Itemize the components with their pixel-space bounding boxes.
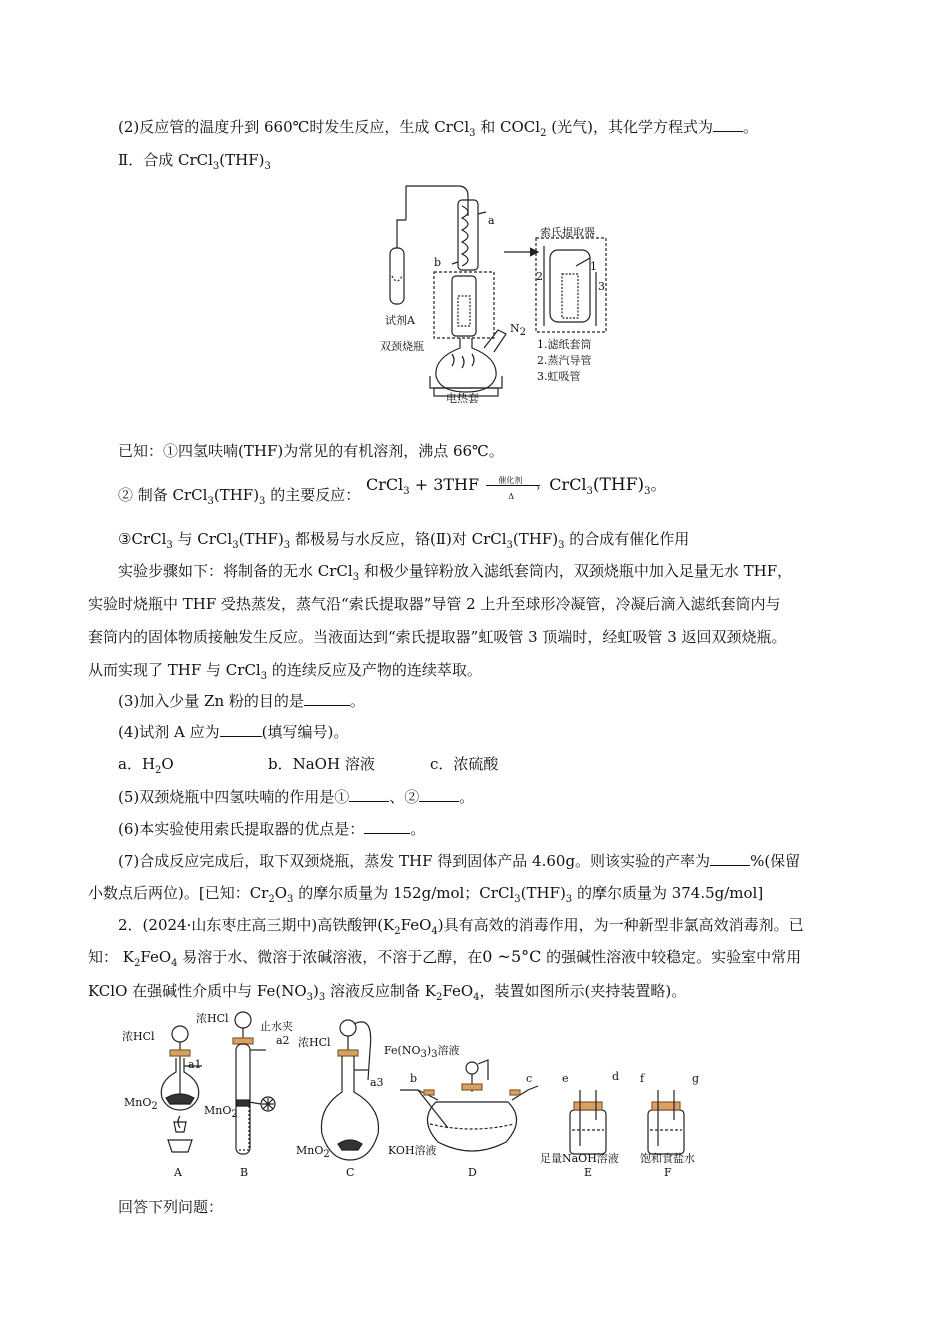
answer-blank[interactable] <box>220 722 262 737</box>
option-b: b．NaOH 溶液 <box>268 755 375 773</box>
label-b: b <box>434 256 442 269</box>
question-2-line: (2)反应管的温度升到 660℃时发生反应，生成 CrCl$_3$ 和 COCl$_2$ (光气)，其化学方程式为 。 <box>118 118 758 139</box>
label-soxhlet-extractor: 索氏提取器 <box>540 226 595 239</box>
known-1: 已知：①四氢呋喃(THF)为常见的有机溶剂，沸点 66℃。 <box>118 442 504 460</box>
funnel-d <box>466 1062 478 1074</box>
fig2-d: d <box>612 1070 620 1083</box>
answer-blank[interactable] <box>304 691 350 706</box>
fig2-hcl-b: 浓HCl <box>196 1012 229 1025</box>
label-n2: $N_2$ <box>510 322 526 339</box>
label-3: 3 <box>598 280 605 293</box>
funnel-c <box>340 1020 356 1036</box>
question-6: (6)本实验使用索氏提取器的优点是： 。 <box>118 820 426 838</box>
fig2-a3: a3 <box>370 1076 384 1089</box>
steps-line-1: 实验步骤如下：将制备的无水 CrCl$_3$ 和极少量锌粉放入滤纸套筒内，双颈烧瓶中加入足量无水 THF， <box>118 562 793 583</box>
fig2-koh: KOH溶液 <box>388 1144 437 1157</box>
bottle-f <box>648 1110 684 1154</box>
steps-line-2: 实验时烧瓶中 THF 受热蒸发，蒸气沿“索氏提取器”导管 2 上升至球形冷凝管，冷凝后滴入滤纸套筒内与 <box>88 595 781 613</box>
problem-2-line-3: KClO 在强碱性介质中与 $Fe(NO_3)_3$ 溶液反应制备 $K_2FeO_4$，装置如图所示(夹持装置略)。 <box>88 982 687 1003</box>
funnel-a <box>172 1026 188 1042</box>
fig2-c: c <box>526 1072 533 1085</box>
known-2: ② 制备 $CrCl_3(THF)_3$ 的主要反应： <box>118 486 361 507</box>
steps-line-4: 从而实现了 THF 与 CrCl$_3$ 的连续反应及产物的连续萃取。 <box>88 661 482 682</box>
fig2-mno2-b: MnO$_2$ <box>204 1104 238 1121</box>
fig2-f: f <box>640 1072 645 1085</box>
question-4: (4)试剂 A 应为 (填写编号)。 <box>118 723 349 741</box>
fig2-b: b <box>410 1072 418 1085</box>
option-a: a．$H_2O$ <box>118 755 174 776</box>
soxhlet-dashed-box <box>434 272 494 338</box>
fig2-mno2-c: MnO$_2$ <box>296 1144 330 1161</box>
reaction-equation: CrCl$_3$ + 3THF 催化剂 › Δ $CrCl_3(THF)_3$。 <box>366 475 667 501</box>
label-two-neck-flask: 双颈烧瓶 <box>380 340 424 353</box>
answer-blank[interactable] <box>710 851 750 866</box>
question-3: (3)加入少量 Zn 粉的目的是 。 <box>118 692 365 710</box>
reaction-arrow: 催化剂 › Δ <box>484 476 544 496</box>
answer-blank[interactable] <box>713 117 743 132</box>
fig2-label-d: D <box>468 1166 477 1179</box>
fig2-label-e: E <box>584 1166 593 1179</box>
legend-3: 3.虹吸管 <box>537 370 581 383</box>
known-3: ③CrCl$_3$ 与 $CrCl_3(THF)_3$ 都极易与水反应，铬(Ⅱ)对 $CrCl_3(THF)_3$ 的合成有催化作用 <box>118 530 690 551</box>
label-reagent-a: 试剂A <box>385 314 415 327</box>
funnel-b <box>235 1012 251 1028</box>
bottle-e <box>570 1110 606 1154</box>
problem-2-line-1: 2．(2024·山东枣庄高三期中)高铁酸钾$(K_2FeO_4)$具有高效的消毒作用，为一种新型非氯高效消毒剂。已 <box>118 916 804 937</box>
question-7-line-1: (7)合成反应完成后，取下双颈烧瓶，蒸发 THF 得到固体产品 4.60g。则该实验的产率为 %(保留 <box>118 852 801 870</box>
fig2-fe-no3: $Fe(NO_3)_3$溶液 <box>384 1044 460 1061</box>
fig2-hcl-a: 浓HCl <box>122 1030 155 1043</box>
question-7-line-2: 小数点后两位)。[已知：$Cr_2O_3$ 的摩尔质量为 152g/mol；$CrCl_3(THF)_3$ 的摩尔质量为 374.5g/mol] <box>88 884 764 905</box>
problem-2-line-2: 知： $K_2FeO_4$ 易溶于水、微溶于浓碱溶液，不溶于乙醇，在0 ~5°C 的强碱性溶液中较稳定。实验室中常用 <box>88 947 802 969</box>
fig2-e: e <box>562 1072 569 1085</box>
arrow-head: › <box>536 482 541 494</box>
legend-1: 1.滤纸套筒 <box>537 338 592 351</box>
answer-blank[interactable] <box>364 819 410 834</box>
fig2-hcl-c: 浓HCl <box>298 1036 331 1049</box>
answer-blank[interactable] <box>349 787 389 802</box>
answer-blank[interactable] <box>419 787 459 802</box>
legend-2: 2.蒸汽导管 <box>537 354 592 367</box>
option-c: c．浓硫酸 <box>430 755 499 773</box>
fig2-a1: a1 <box>188 1058 202 1071</box>
fig2-a2: a2 <box>276 1034 290 1047</box>
steps-line-3: 套筒内的固体物质接触发生反应。当液面达到“索氏提取器”虹吸管 3 顶端时，经虹吸管 3 返回双颈烧瓶。 <box>88 628 787 646</box>
section-2-title: Ⅱ．合成 $CrCl_3(THF)_3$ <box>118 151 271 172</box>
fig2-g: g <box>692 1072 700 1085</box>
fig2-label-f: F <box>664 1166 672 1179</box>
question-5: (5)双颈烧瓶中四氢呋喃的作用是① 、② 。 <box>118 788 475 806</box>
label-1: 1 <box>590 260 597 273</box>
fig2-salt-water: 饱和食盐水 <box>640 1152 695 1165</box>
fig2-clamp: 止水夹 <box>260 1020 293 1033</box>
fig2-naoh: 足量NaOH溶液 <box>540 1152 619 1165</box>
label-2: 2 <box>536 270 543 283</box>
label-heating-mantle: 电热套 <box>446 392 479 405</box>
fig2-label-b: B <box>240 1166 249 1179</box>
fig2-label-c: C <box>346 1166 355 1179</box>
fig2-mno2-a: MnO$_2$ <box>124 1096 158 1113</box>
label-a: a <box>488 214 495 227</box>
tube-b <box>236 1044 250 1154</box>
answer-prompt: 回答下列问题： <box>118 1198 224 1216</box>
fig2-label-a: A <box>174 1166 182 1179</box>
two-neck-flask <box>436 338 496 392</box>
